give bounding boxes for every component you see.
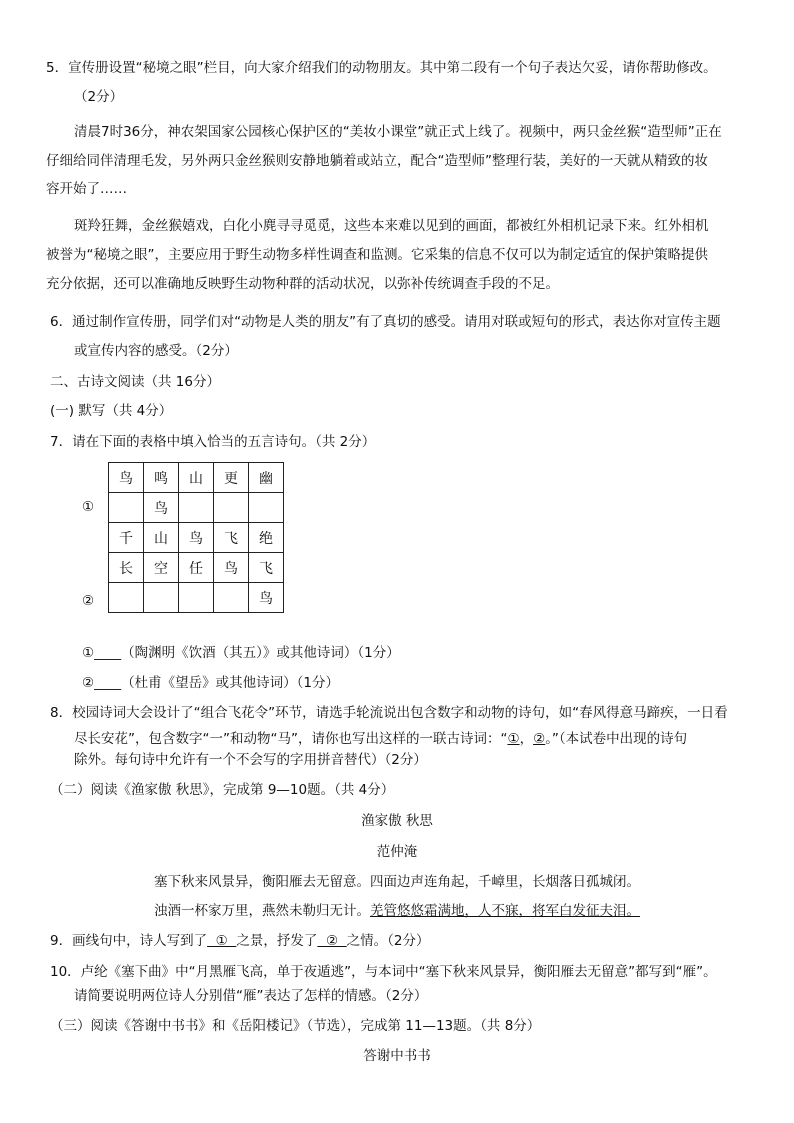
poem-line-1: 塞下秋来风景异，衡阳雁去无留意。四面边声连角起，千嶂里，长烟落日孤城闭。 xyxy=(154,874,640,890)
q5-p1-line3: 容开始了…… xyxy=(46,181,127,197)
grid-cell: 鸣 xyxy=(144,463,179,493)
q9-blank-2[interactable]: ② xyxy=(317,933,347,949)
grid-cell: 千 xyxy=(109,523,144,553)
poem-line-2-plain: 浊酒一杯家万里，燕然未勒归无计。 xyxy=(154,903,370,919)
q8-line1: 8．校园诗词大会设计了“组合飞花令”环节，请选手轮流说出包含数字和动物的诗句，如“春风得意马蹄疾，一日看 xyxy=(50,705,728,721)
q8-blank-1[interactable]: ① xyxy=(507,731,520,747)
q5-p2-line1: 斑羚狂舞，金丝猴嬉戏，白化小麂寻寻觅觅，这些本来难以见到的画面，都被红外相机记录下来。红外相机 xyxy=(74,218,709,234)
q9-mid: 之景，抒发了 xyxy=(236,933,318,949)
grid-cell[interactable] xyxy=(144,583,179,613)
sub2-title: （二）阅读《渔家傲 秋思》，完成第 9—10题。（共 4分） xyxy=(50,782,395,798)
q5-line2: （2分） xyxy=(74,89,124,105)
grid-cell: 鸟 xyxy=(109,463,144,493)
grid-cell: 长 xyxy=(109,553,144,583)
q9-pre: 9．画线句中，诗人写到了 xyxy=(50,933,208,949)
grid-cell[interactable] xyxy=(214,583,249,613)
q5-p2-line2: 被誉为“秘境之眼”，主要应用于野生动物多样性调查和监测。它采集的信息不仅可以为制定适宜的保护策略提供 xyxy=(46,247,708,263)
q10-line1: 10．卢纶《塞下曲》中“月黑雁飞高，单于夜遁逃”，与本词中“塞下秋来风景异，衡阳雁去无留意”都写到“雁”。 xyxy=(50,964,717,980)
grid-cell[interactable] xyxy=(179,493,214,523)
grid-row xyxy=(109,553,284,583)
q7-answer-1: ①____（陶渊明《饮酒（其五）》或其他诗词）（1分） xyxy=(82,645,400,661)
q5-p1-line1: 清晨7时36分，神农架国家公园核心保护区的“美妆小课堂”就正式上线了。视频中，两只金丝猴“造型师”正在 xyxy=(74,124,722,140)
q5-line1: 5．宣传册设置“秘境之眼”栏目，向大家介绍我们的动物朋友。其中第二段有一个句子表达欠妥，请你帮助修改。 xyxy=(46,60,717,76)
passage-title: 答谢中书书 xyxy=(363,1048,431,1064)
grid-cell[interactable] xyxy=(109,583,144,613)
q7-stem: 7．请在下面的表格中填入恰当的五言诗句。（共 2分） xyxy=(50,434,376,450)
grid-cell[interactable] xyxy=(179,583,214,613)
grid-cell: 鸟 xyxy=(214,553,249,583)
q10-line2: 请简要说明两位诗人分别借“雁”表达了怎样的情感。（2分） xyxy=(74,988,428,1004)
grid-cell[interactable] xyxy=(109,493,144,523)
q6-line2: 或宣传内容的感受。（2分） xyxy=(74,343,238,359)
sub3-title: （三）阅读《答谢中书书》和《岳阳楼记》（节选），完成第 11—13题。（共 8分） xyxy=(50,1018,541,1034)
poem-title: 渔家傲 秋思 xyxy=(361,813,433,829)
grid-row xyxy=(109,463,284,493)
q8-line2 xyxy=(74,729,687,749)
grid-cell: 更 xyxy=(214,463,249,493)
q9-line xyxy=(50,931,430,951)
q8-line2-pre: 尽长安花”，包含数字“一”和动物“马”，请你也写出这样的一联古诗词：“ xyxy=(74,731,508,747)
grid-cell: 绝 xyxy=(249,523,284,553)
grid-cell: 山 xyxy=(179,463,214,493)
grid-cell: 幽 xyxy=(249,463,284,493)
q5-p1-line2: 仔细给同伴清理毛发，另外两只金丝猴则安静地躺着或站立，配合“造型师”整理行装，美好的一天就从精致的妆 xyxy=(46,153,708,169)
q7-answer-2: ②____（杜甫《望岳》或其他诗词）（1分） xyxy=(82,675,339,691)
grid-row xyxy=(109,523,284,553)
grid-cell: 鸟 xyxy=(144,493,179,523)
grid-row xyxy=(109,493,284,523)
grid-cell[interactable] xyxy=(249,493,284,523)
q9-post: 之情。（2分） xyxy=(346,933,430,949)
q9-blank-1[interactable]: ① xyxy=(207,933,237,949)
grid-cell[interactable] xyxy=(214,493,249,523)
grid-cell: 任 xyxy=(179,553,214,583)
section2-sub1: (一) 默写（共 4分） xyxy=(50,403,173,419)
q7-marker-1: ① xyxy=(82,499,95,515)
q8-separator: ， xyxy=(519,731,534,747)
q8-line2-post: 。”（本试卷中出现的诗句 xyxy=(545,731,688,747)
poem-line-2 xyxy=(0,901,794,921)
grid-cell: 空 xyxy=(144,553,179,583)
grid-cell: 飞 xyxy=(249,553,284,583)
q8-blank-2[interactable]: ② xyxy=(533,731,546,747)
q5-p2-line3: 充分依据，还可以准确地反映野生动物种群的活动状况，以弥补传统调查手段的不足。 xyxy=(46,276,559,292)
grid-cell: 鸟 xyxy=(249,583,284,613)
poem-grid xyxy=(108,462,284,613)
poem-line-2-underlined: 羌管悠悠霜满地，人不寐，将军白发征夫泪。 xyxy=(370,903,640,919)
q7-marker-2: ② xyxy=(82,593,95,609)
grid-cell: 飞 xyxy=(214,523,249,553)
grid-row xyxy=(109,583,284,613)
grid-cell: 山 xyxy=(144,523,179,553)
grid-cell: 鸟 xyxy=(179,523,214,553)
section2-title: 二、古诗文阅读（共 16分） xyxy=(50,374,220,390)
q8-line3: 除外。每句诗中允许有一个不会写的字用拼音替代）（2分） xyxy=(74,752,427,768)
q6-line1: 6．通过制作宣传册，同学们对“动物是人类的朋友”有了真切的感受。请用对联或短句的形式，表达你对宣传主题 xyxy=(50,314,721,330)
poem-author: 范仲淹 xyxy=(376,844,418,860)
